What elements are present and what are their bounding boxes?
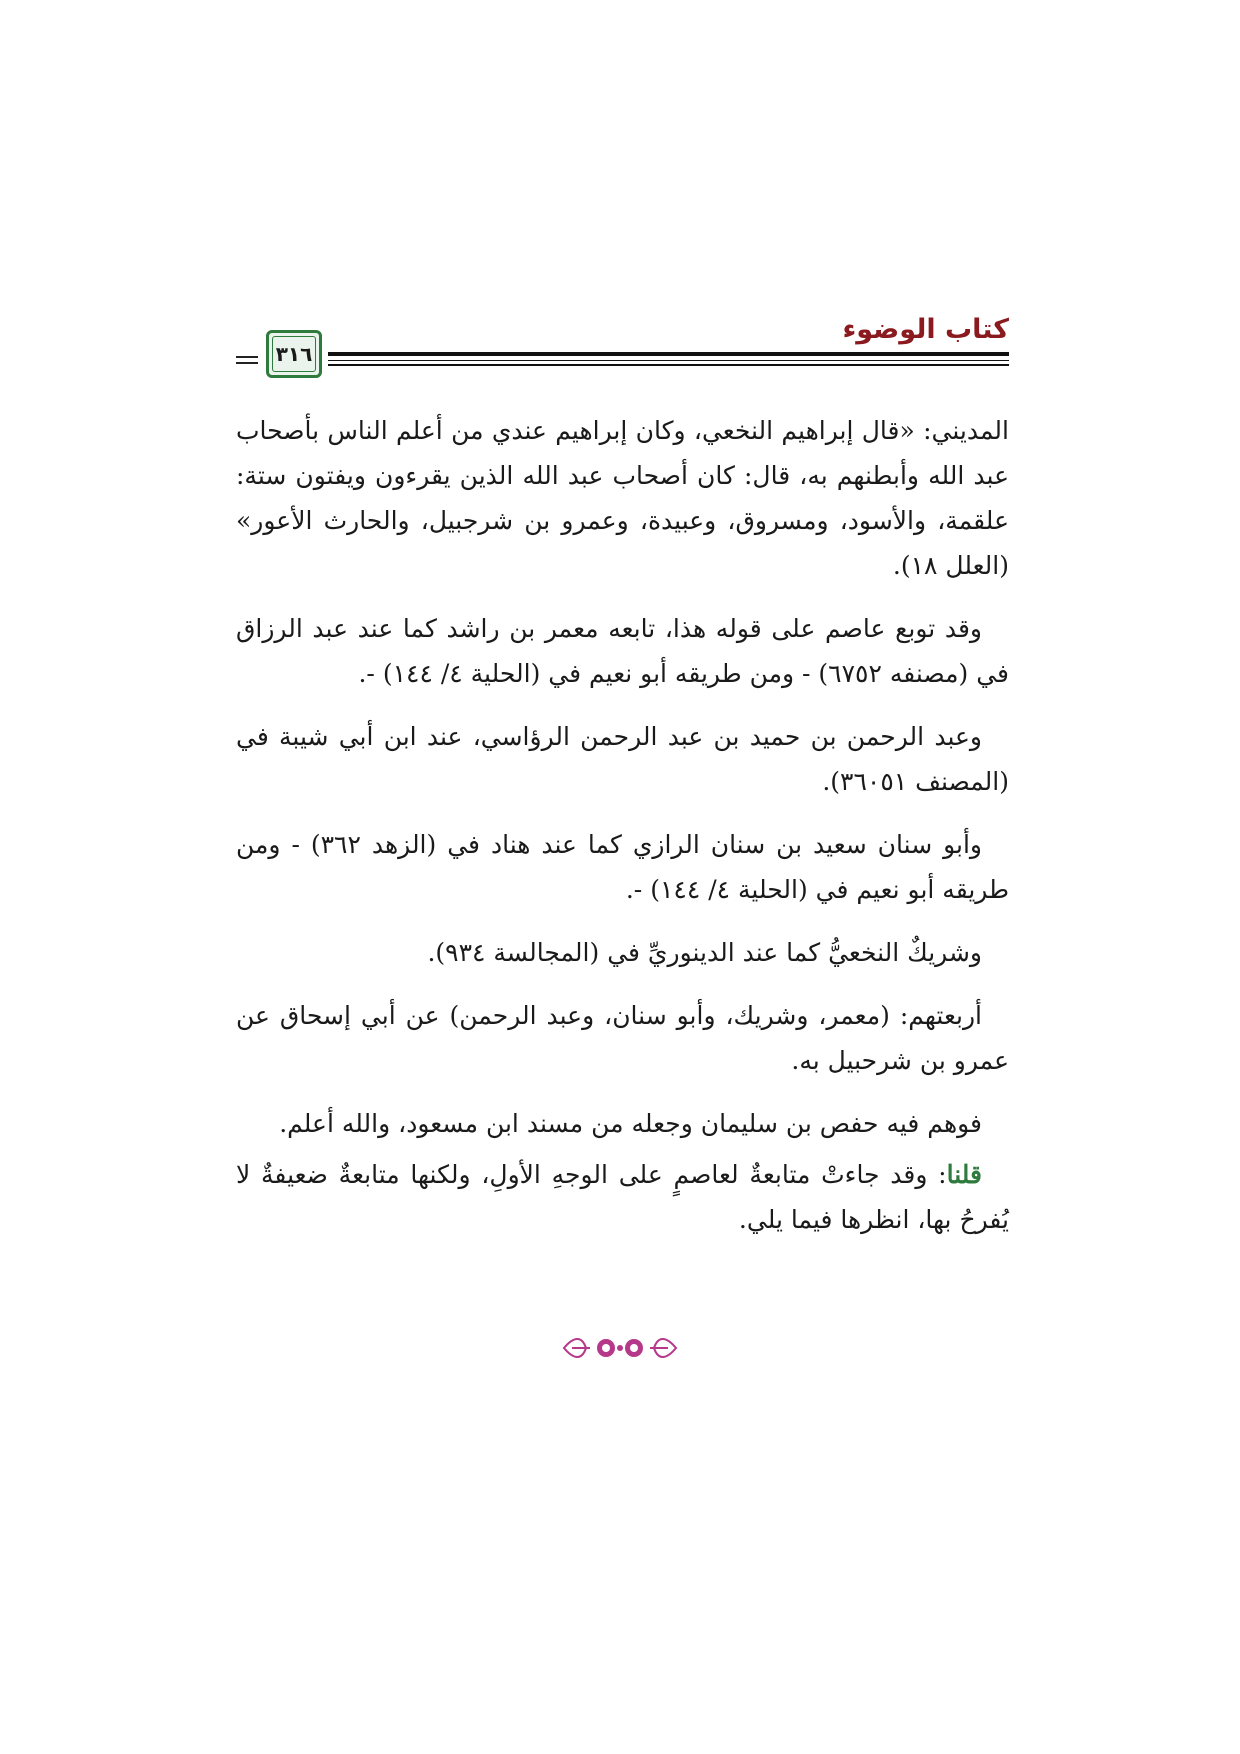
paragraph: أربعتهم: (معمر، وشريك، وأبو سنان، وعبد الرحمن) عن أبي إسحاق عن عمرو بن شرحبيل به. xyxy=(236,1001,1009,1075)
page-body xyxy=(236,408,1009,1260)
note-label: قلنا xyxy=(946,1160,982,1189)
paragraph: وشريكٌ النخعيُّ كما عند الدينوريِّ في (المجالسة ٩٣٤). xyxy=(427,938,982,967)
floral-divider-icon xyxy=(560,1328,680,1368)
paragraph: وأبو سنان سعيد بن سنان الرازي كما عند هناد في (الزهد ٣٦٢) - ومن طريقه أبو نعيم في (الحلية ٤/ ١٤٤) -. xyxy=(236,830,1009,904)
ornate-frame-icon xyxy=(266,330,322,378)
paragraph: وقد توبع عاصم على قوله هذا، تابعه معمر بن راشد كما عند عبد الرزاق في (مصنفه ٦٧٥٢) - ومن طريقه أبو نعيم في (الحلية ٤/ ١٤٤) -. xyxy=(236,614,1009,688)
header-short-rule xyxy=(236,356,258,364)
note-text: : وقد جاءتْ متابعةٌ لعاصمٍ على الوجهِ الأولِ، ولكنها متابعةٌ ضعيفةٌ لا يُفرحُ بها، انظرها فيما يلي. xyxy=(236,1160,1009,1234)
paragraph: وعبد الرحمن بن حميد بن عبد الرحمن الرؤاسي، عند ابن أبي شيبة في (المصنف ٣٦٠٥١). xyxy=(236,722,1009,796)
page-header xyxy=(236,312,1009,386)
note-paragraph xyxy=(236,1152,1009,1242)
page-number: ٣١٦ xyxy=(275,342,313,366)
paragraph: فوهم فيه حفص بن سليمان وجعله من مسند ابن مسعود، والله أعلم. xyxy=(279,1109,982,1138)
paragraph: المديني: «قال إبراهيم النخعي، وكان إبراهيم عندي من أعلم الناس بأصحاب عبد الله وأبطنهم به، قال: كان أصحاب عبد الله الذين يقرءون ويفتون ستة: علقمة، والأسود، ومسروق، وعبيدة، وعمرو بن شرجبيل، والحارث الأعور» (العلل ١٨). xyxy=(236,416,1009,580)
chapter-title: كتاب الوضوء xyxy=(842,314,1009,345)
header-double-rule xyxy=(328,352,1009,366)
